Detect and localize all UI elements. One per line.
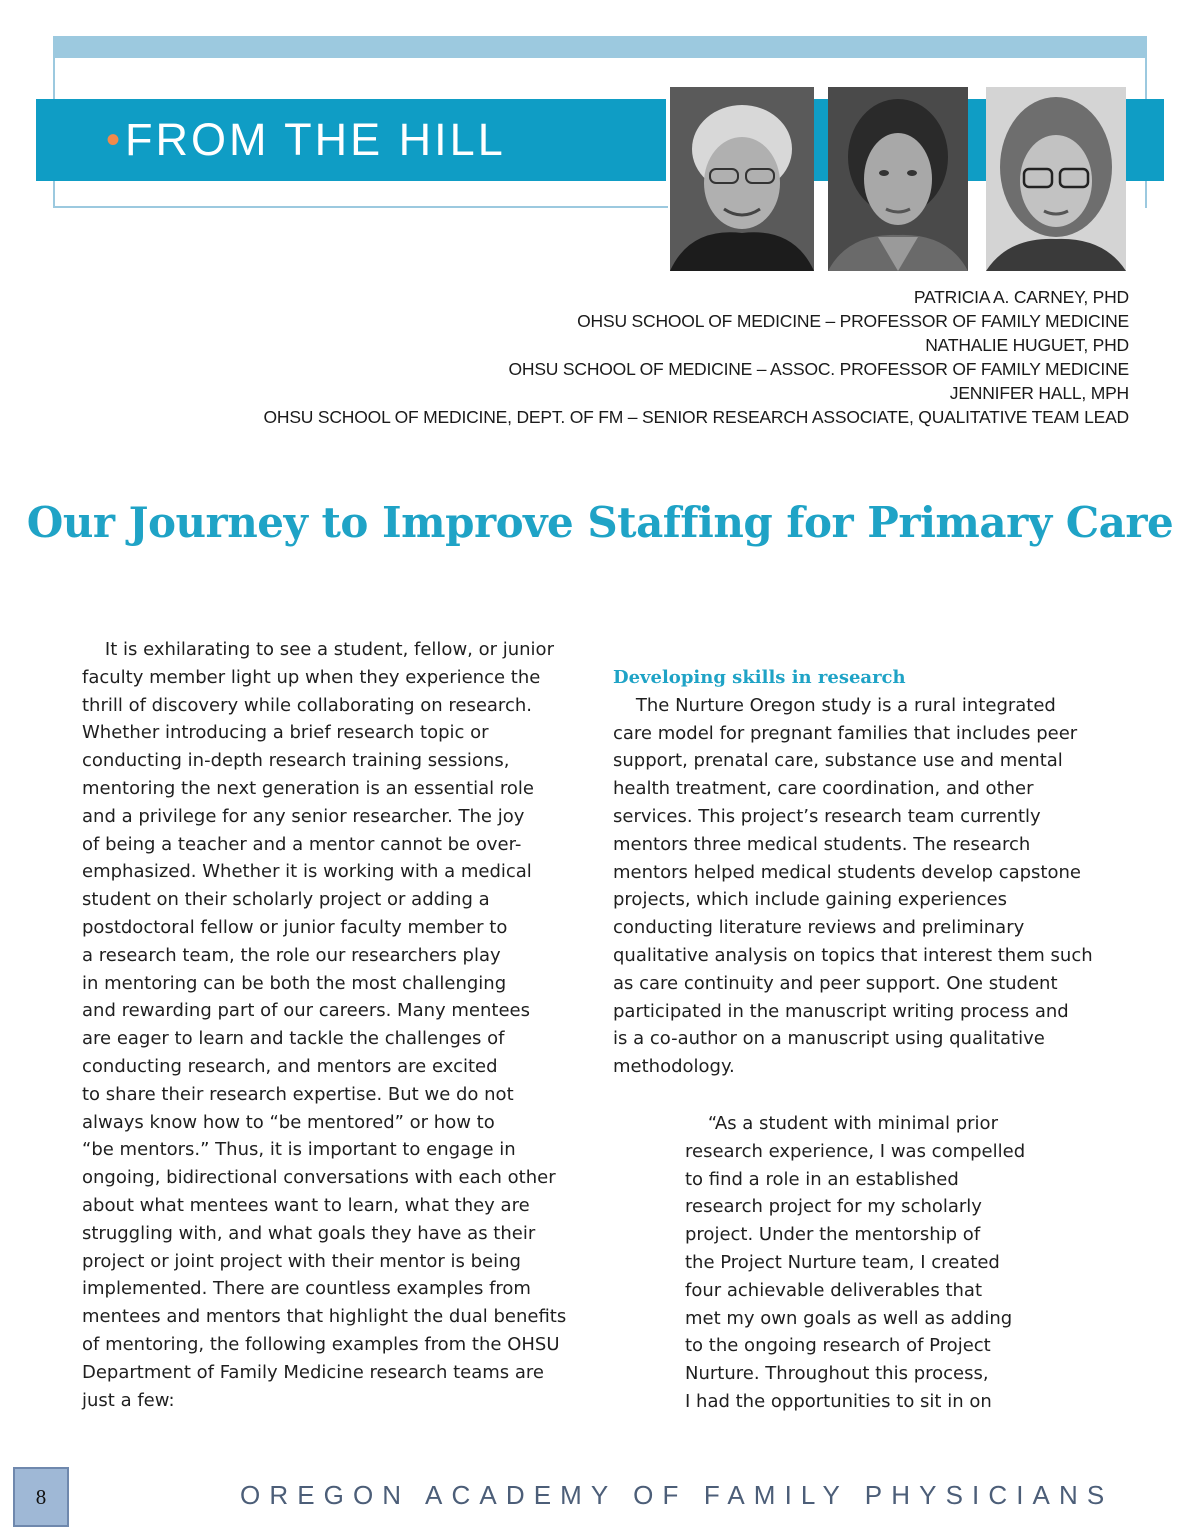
text-line: implemented. There are countless examples from [82, 1278, 531, 1300]
text-line: ongoing, bidirectional conversations with each other [82, 1167, 556, 1189]
text-line: “be mentors.” Thus, it is important to engage in [82, 1139, 516, 1161]
text-line: mentors helped medical students develop capstone [613, 861, 1081, 883]
text-line: Department of Family Medicine research teams are [82, 1361, 544, 1383]
author-bylines [263, 285, 1129, 429]
text-line: The Nurture Oregon study is a rural integrated [613, 694, 1056, 716]
text-line: It is exhilarating to see a student, fellow, or junior [82, 639, 554, 660]
byline-line: OHSU SCHOOL OF MEDICINE – ASSOC. PROFESSOR OF FAMILY MEDICINE [508, 359, 1129, 379]
section-title-text: FROM THE HILL [125, 114, 506, 165]
article-right-column [613, 664, 1153, 1081]
text-line: support, prenatal care, substance use and mental [613, 750, 1063, 772]
footer-organization: OREGON ACADEMY OF FAMILY PHYSICIANS [240, 1479, 1114, 1510]
text-line: health treatment, care coordination, and other [613, 778, 1034, 800]
text-line: student on their scholarly project or adding a [82, 889, 490, 911]
page-number: 8 [13, 1467, 69, 1527]
text-line: mentees and mentors that highlight the dual benefits [82, 1306, 567, 1328]
text-line: care model for pregnant families that includes peer [613, 722, 1078, 744]
text-line: conducting in-depth research training sessions, [82, 750, 510, 772]
quote-line: met my own goals as well as adding [685, 1307, 1013, 1329]
header-top-bar [53, 36, 1147, 58]
byline-line: NATHALIE HUGUET, PHD [925, 335, 1129, 355]
text-line: projects, which include gaining experiences [613, 889, 1007, 911]
text-line: conducting literature reviews and preliminary [613, 917, 1025, 939]
text-line: postdoctoral fellow or junior faculty member to [82, 916, 508, 938]
text-line: Whether introducing a brief research topic or [82, 722, 489, 744]
text-line: about what mentees want to learn, what they are [82, 1194, 530, 1216]
quote-line: research project for my scholarly [685, 1196, 982, 1218]
text-line: conducting research, and mentors are excited [82, 1055, 498, 1077]
section-subheading: Developing skills in research [613, 667, 906, 688]
quote-line: Nurture. Throughout this process, [685, 1363, 989, 1385]
byline-line: OHSU SCHOOL OF MEDICINE – PROFESSOR OF FAMILY MEDICINE [577, 311, 1129, 331]
byline-line: PATRICIA A. CARNEY, PHD [913, 287, 1129, 307]
student-quote [685, 1110, 1145, 1416]
text-line: to share their research expertise. But we do not [82, 1083, 514, 1105]
text-line: project or joint project with their mentor is being [82, 1250, 521, 1272]
section-title [106, 110, 506, 170]
quote-line: research experience, I was compelled [685, 1140, 1026, 1162]
quote-line: I had the opportunities to sit in on [685, 1390, 992, 1412]
text-line: methodology. [613, 1056, 735, 1078]
text-line: of mentoring, the following examples from the OHSU [82, 1333, 560, 1355]
quote-line: to the ongoing research of Project [685, 1335, 991, 1357]
byline-line: JENNIFER HALL, MPH [949, 383, 1129, 403]
text-line: as care continuity and peer support. One student [613, 972, 1058, 994]
quote-line: to find a role in an established [685, 1168, 959, 1190]
author-photo-huguet [828, 87, 968, 271]
text-line: are eager to learn and tackle the challenges of [82, 1028, 505, 1050]
author-photo-hall [986, 87, 1126, 271]
text-line: is a co-author on a manuscript using qualitative [613, 1028, 1045, 1050]
text-line: faculty member light up when they experience the [82, 666, 541, 688]
text-line: of being a teacher and a mentor cannot be over- [82, 833, 522, 855]
quote-line: “As a student with minimal prior [685, 1113, 998, 1134]
text-line: participated in the manuscript writing process and [613, 1000, 1069, 1022]
text-line: emphasized. Whether it is working with a medical [82, 861, 532, 883]
text-line: struggling with, and what goals they have as their [82, 1222, 536, 1244]
text-line: thrill of discovery while collaborating on research. [82, 694, 532, 716]
byline-line: OHSU SCHOOL OF MEDICINE, DEPT. OF FM – SENIOR RESEARCH ASSOCIATE, QUALITATIVE TEAM LEAD [263, 407, 1129, 427]
author-photo-carney [670, 87, 814, 271]
banner-strip [1126, 99, 1164, 181]
text-line: a research team, the role our researchers play [82, 944, 501, 966]
article-left-column [82, 636, 612, 1414]
quote-line: project. Under the mentorship of [685, 1224, 981, 1246]
text-line: mentors three medical students. The research [613, 833, 1031, 855]
text-line: services. This project’s research team currently [613, 805, 1041, 827]
banner-strip [968, 99, 986, 181]
text-line: and a privilege for any senior researcher. The joy [82, 805, 525, 827]
text-line: qualitative analysis on topics that interest them such [613, 944, 1093, 966]
text-line: just a few: [82, 1389, 175, 1411]
header-frame-bottom [53, 206, 668, 208]
bullet-icon: • [106, 117, 124, 162]
article-headline: Our Journey to Improve Staffing for Primary Care [26, 498, 1174, 547]
text-line: always know how to “be mentored” or how to [82, 1111, 495, 1133]
text-line: mentoring the next generation is an essential role [82, 777, 534, 799]
quote-line: the Project Nurture team, I created [685, 1251, 1000, 1273]
text-line: in mentoring can be both the most challenging [82, 972, 507, 994]
quote-line: four achievable deliverables that [685, 1279, 983, 1301]
text-line: and rewarding part of our careers. Many mentees [82, 1000, 530, 1022]
banner-strip [814, 99, 828, 181]
